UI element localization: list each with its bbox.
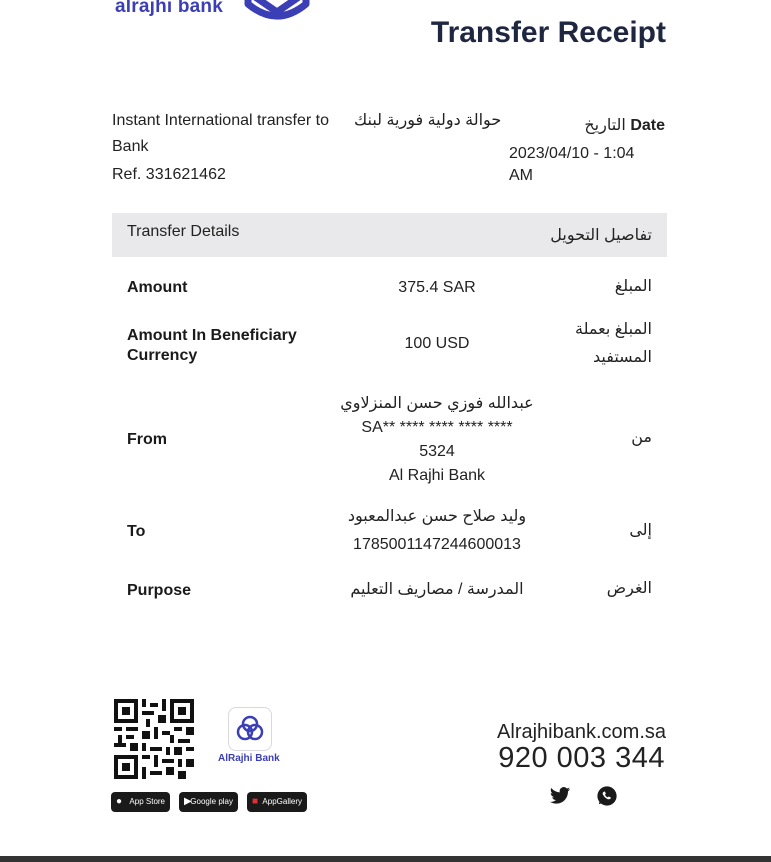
bottom-divider [0,856,771,862]
from-value [327,392,547,488]
row-label-ar: المبلغ [614,278,652,295]
row-label-ar: المبلغ بعملة المستفيد [575,321,652,366]
transfer-description [112,108,512,160]
row-label: Amount [127,279,188,296]
to-account: 1785001147244600013 [353,536,521,553]
row-beneficiary-amount [112,318,667,374]
bank-logo-text: alrajhi bank [115,0,223,17]
phone-number[interactable]: 920 003 344 [498,742,665,774]
from-account: SA** **** **** **** **** 5324 [361,419,513,460]
row-to [112,505,667,559]
app-name-label: AlRajhi Bank [218,753,280,764]
from-bank: Al Rajhi Bank [388,467,486,484]
row-label-ar: من [631,429,652,446]
date-block [509,115,669,187]
row-label-ar: إلى [629,522,652,539]
store-label: AppGallery [262,797,302,806]
date-label-en: Date [630,117,665,134]
row-label: From [127,431,167,448]
row-value: المدرسة / مصاريف التعليم [350,581,524,598]
row-label: To [127,523,146,540]
row-value: 100 USD [404,335,470,352]
description-en: Instant International transfer to Bank [112,112,330,155]
apple-icon: ● [116,796,123,807]
row-label-ar: الغرض [606,580,652,597]
google-play-badge[interactable] [179,792,238,812]
details-header-ar: تفاصيل التحويل [550,227,652,244]
page-title: Transfer Receipt [430,16,666,49]
app-logo-icon[interactable] [228,707,272,751]
details-header-en: Transfer Details [127,223,240,240]
app-gallery-badge[interactable] [247,792,307,812]
store-label: Google play [190,797,233,806]
row-purpose [112,578,667,604]
row-label: Purpose [127,582,192,599]
to-name: وليد صلاح حسن عبدالمعبود [347,508,527,525]
huawei-icon: ■ [252,796,259,807]
qr-code-icon [114,699,194,779]
transfer-details-header [112,213,667,257]
row-value: 375.4 SAR [398,279,476,296]
date-label [509,115,665,137]
bank-logo-icon [240,0,314,30]
app-store-badge[interactable] [111,792,170,812]
from-name: عبدالله فوزي حسن المنزلاوي [340,395,534,412]
reference-number: Ref. 331621462 [112,166,226,183]
transfer-info [112,108,512,188]
row-from [112,392,667,490]
whatsapp-icon[interactable] [596,785,618,807]
date-label-ar: التاريخ [584,117,626,134]
date-value: 2023/04/10 - 1:04 AM [509,145,635,184]
website-link[interactable]: Alrajhibank.com.sa [497,721,666,743]
google-play-icon: ▶ [184,796,192,807]
description-ar: حوالة دولية فورية لبنك [354,112,502,129]
row-label: Amount In Beneficiary Currency [127,327,297,364]
row-amount [112,276,667,300]
to-value [327,505,547,557]
store-label: App Store [129,797,165,806]
twitter-icon[interactable] [549,785,571,807]
